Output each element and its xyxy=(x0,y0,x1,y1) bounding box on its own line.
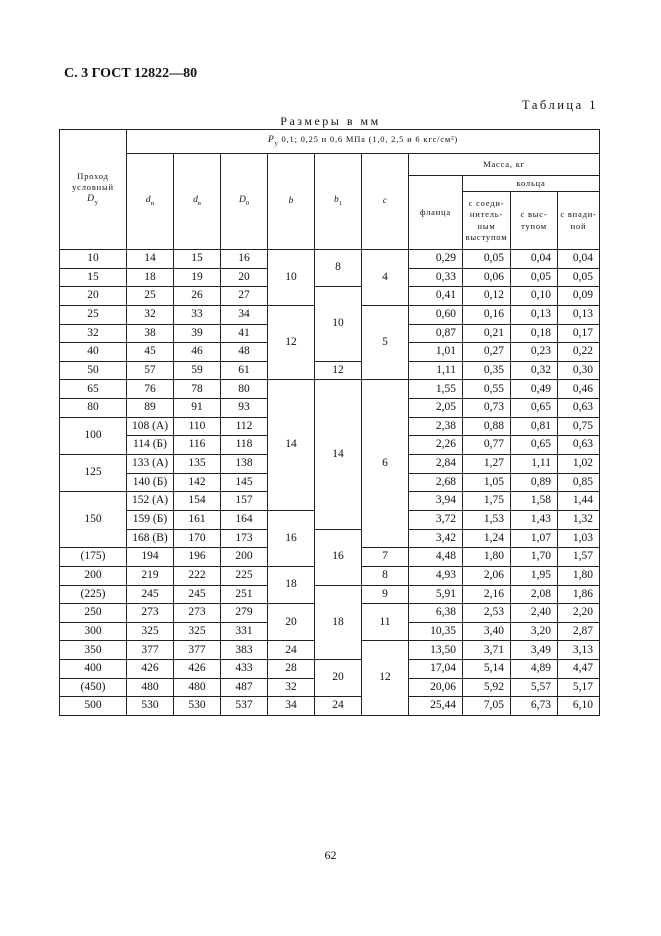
cell-dn: 426 xyxy=(127,660,174,679)
cell-m-recess: 0,46 xyxy=(558,380,600,399)
cell-D0: 173 xyxy=(221,529,268,548)
cell-m-protrusion: 0,32 xyxy=(511,361,558,380)
cell-m-protrusion: 6,73 xyxy=(511,697,558,716)
cell-m-protrusion: 0,04 xyxy=(511,250,558,269)
cell-m-protrusion: 1,70 xyxy=(511,548,558,567)
cell-m-joined: 2,53 xyxy=(463,604,511,623)
cell-m-protrusion: 2,40 xyxy=(511,604,558,623)
cell-b1: 16 xyxy=(315,529,362,585)
cell-m-protrusion: 0,49 xyxy=(511,380,558,399)
cell-D0: 200 xyxy=(221,548,268,567)
table-row xyxy=(60,380,600,399)
cell-b: 34 xyxy=(268,697,315,716)
cell-m-joined: 0,77 xyxy=(463,436,511,455)
cell-dy: 80 xyxy=(60,399,127,418)
cell-D0: 48 xyxy=(221,343,268,362)
cell-D0: 433 xyxy=(221,660,268,679)
cell-dn: 133 (А) xyxy=(127,455,174,474)
cell-dn: 32 xyxy=(127,305,174,324)
header-dn: $d_н$ xyxy=(127,154,174,250)
cell-dv: 480 xyxy=(174,678,221,697)
cell-dy: 32 xyxy=(60,324,127,343)
cell-m-flange: 6,38 xyxy=(409,604,463,623)
cell-b: 10 xyxy=(268,250,315,306)
table-label: Таблица 1 xyxy=(522,98,598,112)
cell-dy: 15 xyxy=(60,268,127,287)
cell-m-flange: 3,42 xyxy=(409,529,463,548)
cell-m-recess: 2,87 xyxy=(558,622,600,641)
cell-dn: 159 (Б) xyxy=(127,510,174,529)
cell-m-protrusion: 1,58 xyxy=(511,492,558,511)
cell-D0: 157 xyxy=(221,492,268,511)
cell-m-recess: 1,57 xyxy=(558,548,600,567)
cell-m-recess: 2,20 xyxy=(558,604,600,623)
cell-m-joined: 7,05 xyxy=(463,697,511,716)
cell-m-recess: 1,03 xyxy=(558,529,600,548)
cell-m-joined: 0,06 xyxy=(463,268,511,287)
table-row xyxy=(60,250,600,269)
cell-dv: 46 xyxy=(174,343,221,362)
cell-m-recess: 0,05 xyxy=(558,268,600,287)
cell-m-flange: 1,01 xyxy=(409,343,463,362)
cell-m-joined: 1,80 xyxy=(463,548,511,567)
header-mass-ring-joined: с соеди- нитель- ным выступом xyxy=(463,192,511,250)
cell-dv: 19 xyxy=(174,268,221,287)
header-row-mass xyxy=(60,154,600,176)
cell-dn: 325 xyxy=(127,622,174,641)
cell-m-flange: 0,87 xyxy=(409,324,463,343)
cell-dn: 194 xyxy=(127,548,174,567)
cell-dv: 325 xyxy=(174,622,221,641)
cell-dv: 78 xyxy=(174,380,221,399)
table-row xyxy=(60,660,600,679)
cell-c: 12 xyxy=(362,641,409,716)
cell-D0: 537 xyxy=(221,697,268,716)
cell-m-recess: 1,44 xyxy=(558,492,600,511)
cell-m-flange: 3,72 xyxy=(409,510,463,529)
cell-D0: 80 xyxy=(221,380,268,399)
cell-m-flange: 10,35 xyxy=(409,622,463,641)
cell-m-flange: 5,91 xyxy=(409,585,463,604)
cell-c: 9 xyxy=(362,585,409,604)
cell-c: 6 xyxy=(362,380,409,548)
cell-m-protrusion: 0,23 xyxy=(511,343,558,362)
cell-dy: (225) xyxy=(60,585,127,604)
cell-dn: 45 xyxy=(127,343,174,362)
cell-D0: 34 xyxy=(221,305,268,324)
cell-m-joined: 0,88 xyxy=(463,417,511,436)
cell-c: 8 xyxy=(362,566,409,585)
header-mass-ring-protrusion: с выс- тупом xyxy=(511,192,558,250)
cell-m-joined: 0,55 xyxy=(463,380,511,399)
header-mass: Масса, кг xyxy=(409,154,600,176)
dimensions-table xyxy=(59,129,600,716)
header-pressure: $P_у$ 0,1; 0,25 и 0,6 МПа (1,0, 2,5 и 6 кгс/см²) xyxy=(127,130,600,154)
cell-m-recess: 1,86 xyxy=(558,585,600,604)
cell-dy: 20 xyxy=(60,287,127,306)
cell-c: 7 xyxy=(362,548,409,567)
cell-m-flange: 2,26 xyxy=(409,436,463,455)
cell-dy: (450) xyxy=(60,678,127,697)
cell-dn: 25 xyxy=(127,287,174,306)
cell-dn: 18 xyxy=(127,268,174,287)
cell-m-recess: 0,85 xyxy=(558,473,600,492)
cell-b: 32 xyxy=(268,678,315,697)
cell-dv: 39 xyxy=(174,324,221,343)
cell-m-joined: 2,06 xyxy=(463,566,511,585)
cell-m-protrusion: 3,20 xyxy=(511,622,558,641)
table-caption: Размеры в мм xyxy=(280,114,381,128)
cell-m-joined: 5,92 xyxy=(463,678,511,697)
cell-b: 18 xyxy=(268,566,315,603)
cell-D0: 251 xyxy=(221,585,268,604)
cell-dn: 219 xyxy=(127,566,174,585)
cell-m-recess: 6,10 xyxy=(558,697,600,716)
cell-m-joined: 0,27 xyxy=(463,343,511,362)
cell-D0: 61 xyxy=(221,361,268,380)
cell-dy: 300 xyxy=(60,622,127,641)
header-mass-ring: кольца xyxy=(463,176,600,192)
cell-m-joined: 0,35 xyxy=(463,361,511,380)
cell-b: 14 xyxy=(268,380,315,510)
cell-dn: 89 xyxy=(127,399,174,418)
cell-b1: 24 xyxy=(315,697,362,716)
cell-c: 11 xyxy=(362,604,409,641)
header-D0: $D_0$ xyxy=(221,154,268,250)
cell-dn: 76 xyxy=(127,380,174,399)
cell-dy: 50 xyxy=(60,361,127,380)
cell-D0: 138 xyxy=(221,455,268,474)
cell-dy: 125 xyxy=(60,455,127,492)
cell-b1: 10 xyxy=(315,287,362,362)
cell-b1: 12 xyxy=(315,361,362,380)
page-header: С. 3 ГОСТ 12822—80 xyxy=(64,66,198,81)
cell-m-flange: 4,93 xyxy=(409,566,463,585)
cell-m-joined: 1,24 xyxy=(463,529,511,548)
cell-m-protrusion: 1,43 xyxy=(511,510,558,529)
cell-m-recess: 4,47 xyxy=(558,660,600,679)
cell-m-recess: 5,17 xyxy=(558,678,600,697)
cell-m-recess: 0,30 xyxy=(558,361,600,380)
cell-m-joined: 0,12 xyxy=(463,287,511,306)
cell-dy: 200 xyxy=(60,566,127,585)
cell-m-protrusion: 0,65 xyxy=(511,399,558,418)
cell-dv: 110 xyxy=(174,417,221,436)
cell-m-flange: 25,44 xyxy=(409,697,463,716)
cell-m-protrusion: 0,81 xyxy=(511,417,558,436)
cell-dn: 152 (А) xyxy=(127,492,174,511)
cell-m-joined: 5,14 xyxy=(463,660,511,679)
cell-m-protrusion: 5,57 xyxy=(511,678,558,697)
cell-dv: 196 xyxy=(174,548,221,567)
cell-m-recess: 1,02 xyxy=(558,455,600,474)
cell-b: 12 xyxy=(268,305,315,380)
cell-dn: 530 xyxy=(127,697,174,716)
cell-dy: 250 xyxy=(60,604,127,623)
cell-m-flange: 0,60 xyxy=(409,305,463,324)
cell-m-recess: 0,13 xyxy=(558,305,600,324)
cell-b1: 14 xyxy=(315,380,362,529)
cell-m-flange: 0,33 xyxy=(409,268,463,287)
cell-D0: 164 xyxy=(221,510,268,529)
cell-dv: 154 xyxy=(174,492,221,511)
cell-m-flange: 3,94 xyxy=(409,492,463,511)
cell-m-recess: 0,17 xyxy=(558,324,600,343)
cell-m-recess: 3,13 xyxy=(558,641,600,660)
cell-D0: 41 xyxy=(221,324,268,343)
cell-m-protrusion: 0,65 xyxy=(511,436,558,455)
cell-dy: (175) xyxy=(60,548,127,567)
table-row xyxy=(60,287,600,306)
cell-m-protrusion: 1,07 xyxy=(511,529,558,548)
cell-dv: 142 xyxy=(174,473,221,492)
cell-m-protrusion: 1,11 xyxy=(511,455,558,474)
cell-m-flange: 2,05 xyxy=(409,399,463,418)
cell-D0: 331 xyxy=(221,622,268,641)
cell-m-joined: 0,73 xyxy=(463,399,511,418)
header-nominal-bore: Проход условный $D_у$ xyxy=(60,130,127,250)
cell-D0: 16 xyxy=(221,250,268,269)
cell-m-flange: 4,48 xyxy=(409,548,463,567)
cell-m-recess: 0,22 xyxy=(558,343,600,362)
cell-dy: 25 xyxy=(60,305,127,324)
cell-dy: 350 xyxy=(60,641,127,660)
cell-m-flange: 20,06 xyxy=(409,678,463,697)
cell-m-flange: 2,68 xyxy=(409,473,463,492)
cell-D0: 118 xyxy=(221,436,268,455)
cell-m-protrusion: 0,13 xyxy=(511,305,558,324)
cell-m-recess: 0,09 xyxy=(558,287,600,306)
cell-m-flange: 1,11 xyxy=(409,361,463,380)
cell-dy: 40 xyxy=(60,343,127,362)
cell-m-joined: 1,75 xyxy=(463,492,511,511)
cell-D0: 27 xyxy=(221,287,268,306)
header-dv: $d_в$ xyxy=(174,154,221,250)
cell-m-protrusion: 1,95 xyxy=(511,566,558,585)
cell-m-recess: 0,63 xyxy=(558,399,600,418)
header-row-pressure xyxy=(60,130,600,154)
cell-m-joined: 0,05 xyxy=(463,250,511,269)
cell-c: 5 xyxy=(362,305,409,380)
cell-dn: 273 xyxy=(127,604,174,623)
cell-b: 16 xyxy=(268,510,315,566)
cell-m-protrusion: 3,49 xyxy=(511,641,558,660)
cell-dn: 245 xyxy=(127,585,174,604)
cell-D0: 93 xyxy=(221,399,268,418)
cell-D0: 20 xyxy=(221,268,268,287)
cell-dv: 377 xyxy=(174,641,221,660)
header-b1: $b_1$ xyxy=(315,154,362,250)
cell-m-recess: 0,63 xyxy=(558,436,600,455)
cell-m-joined: 0,16 xyxy=(463,305,511,324)
cell-m-protrusion: 4,89 xyxy=(511,660,558,679)
cell-m-flange: 13,50 xyxy=(409,641,463,660)
cell-dv: 426 xyxy=(174,660,221,679)
cell-m-protrusion: 0,18 xyxy=(511,324,558,343)
table-row xyxy=(60,361,600,380)
cell-dv: 161 xyxy=(174,510,221,529)
cell-dy: 65 xyxy=(60,380,127,399)
cell-m-recess: 1,80 xyxy=(558,566,600,585)
header-mass-flange: фланца xyxy=(409,176,463,250)
cell-dn: 108 (А) xyxy=(127,417,174,436)
table-row xyxy=(60,585,600,604)
table-row xyxy=(60,529,600,548)
cell-dv: 135 xyxy=(174,455,221,474)
cell-b: 28 xyxy=(268,660,315,679)
cell-dn: 114 (Б) xyxy=(127,436,174,455)
cell-dv: 222 xyxy=(174,566,221,585)
cell-m-flange: 2,38 xyxy=(409,417,463,436)
cell-dv: 170 xyxy=(174,529,221,548)
cell-dn: 140 (Б) xyxy=(127,473,174,492)
cell-m-joined: 1,27 xyxy=(463,455,511,474)
cell-D0: 279 xyxy=(221,604,268,623)
cell-D0: 225 xyxy=(221,566,268,585)
cell-dn: 57 xyxy=(127,361,174,380)
header-b: b xyxy=(268,154,315,250)
cell-dn: 480 xyxy=(127,678,174,697)
cell-m-protrusion: 0,89 xyxy=(511,473,558,492)
cell-m-flange: 0,29 xyxy=(409,250,463,269)
cell-dv: 59 xyxy=(174,361,221,380)
cell-c: 4 xyxy=(362,250,409,306)
cell-dv: 91 xyxy=(174,399,221,418)
cell-dv: 15 xyxy=(174,250,221,269)
cell-dv: 26 xyxy=(174,287,221,306)
cell-m-recess: 0,04 xyxy=(558,250,600,269)
cell-m-protrusion: 0,10 xyxy=(511,287,558,306)
cell-dv: 530 xyxy=(174,697,221,716)
cell-D0: 145 xyxy=(221,473,268,492)
cell-b1: 8 xyxy=(315,250,362,287)
cell-m-protrusion: 2,08 xyxy=(511,585,558,604)
cell-dv: 245 xyxy=(174,585,221,604)
cell-m-recess: 1,32 xyxy=(558,510,600,529)
page-number: 62 xyxy=(324,848,337,862)
cell-dy: 100 xyxy=(60,417,127,454)
cell-m-flange: 17,04 xyxy=(409,660,463,679)
table-row xyxy=(60,697,600,716)
cell-m-joined: 3,71 xyxy=(463,641,511,660)
cell-m-joined: 1,05 xyxy=(463,473,511,492)
cell-b: 24 xyxy=(268,641,315,660)
cell-m-protrusion: 0,05 xyxy=(511,268,558,287)
cell-m-joined: 0,21 xyxy=(463,324,511,343)
cell-dn: 14 xyxy=(127,250,174,269)
cell-dn: 38 xyxy=(127,324,174,343)
cell-dy: 500 xyxy=(60,697,127,716)
cell-dn: 168 (В) xyxy=(127,529,174,548)
cell-dy: 10 xyxy=(60,250,127,269)
cell-m-joined: 2,16 xyxy=(463,585,511,604)
cell-dv: 33 xyxy=(174,305,221,324)
cell-D0: 383 xyxy=(221,641,268,660)
cell-m-flange: 0,41 xyxy=(409,287,463,306)
cell-dy: 150 xyxy=(60,492,127,548)
header-c: c xyxy=(362,154,409,250)
cell-b1: 18 xyxy=(315,585,362,660)
cell-m-flange: 2,84 xyxy=(409,455,463,474)
cell-D0: 487 xyxy=(221,678,268,697)
cell-dn: 377 xyxy=(127,641,174,660)
cell-dv: 273 xyxy=(174,604,221,623)
cell-dy: 400 xyxy=(60,660,127,679)
cell-dv: 116 xyxy=(174,436,221,455)
cell-m-joined: 3,40 xyxy=(463,622,511,641)
cell-m-joined: 1,53 xyxy=(463,510,511,529)
cell-b1: 20 xyxy=(315,660,362,697)
cell-b: 20 xyxy=(268,604,315,641)
cell-m-recess: 0,75 xyxy=(558,417,600,436)
header-mass-ring-recess: с впади- ной xyxy=(558,192,600,250)
cell-m-flange: 1,55 xyxy=(409,380,463,399)
cell-D0: 112 xyxy=(221,417,268,436)
